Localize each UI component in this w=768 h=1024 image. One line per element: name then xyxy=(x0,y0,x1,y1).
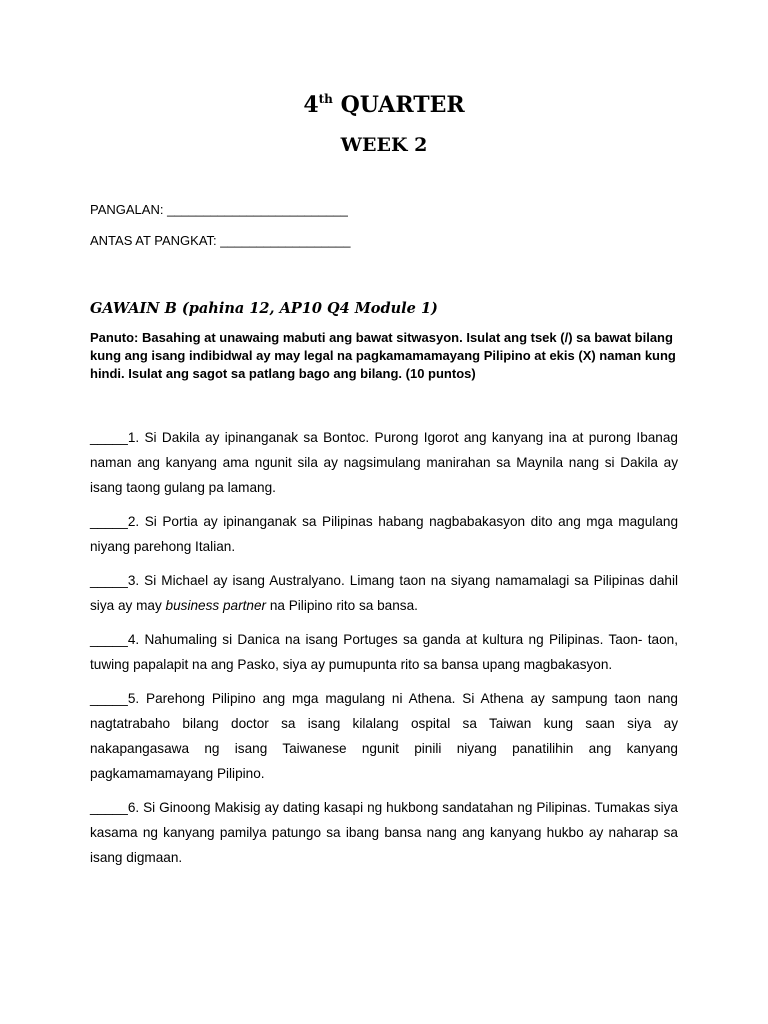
item-text: 2. Si Portia ay ipinanganak sa Pilipinas habang nagbabakasyon dito ang mga magulang niyang parehong Italian. xyxy=(90,514,678,554)
grade-section-label: ANTAS AT PANGKAT: xyxy=(90,233,221,248)
list-item xyxy=(90,509,678,559)
name-label: PANGALAN: xyxy=(90,202,168,217)
answer-blank[interactable]: _____ xyxy=(90,632,128,647)
grade-section-field xyxy=(90,233,350,248)
list-item xyxy=(90,627,678,677)
item-text: 6. Si Ginoong Makisig ay dating kasapi ng hukbong sandatahan ng Pilipinas. Tumakas siya kasama ng kanyang pamilya patungo sa ibang bansa nang ang kanyang hukbo ay naharap sa isang digmaan. xyxy=(90,800,678,865)
answer-blank[interactable]: _____ xyxy=(90,800,128,815)
item-text-end: na Pilipino rito sa bansa. xyxy=(266,598,418,613)
answer-blank[interactable]: _____ xyxy=(90,691,128,706)
list-item xyxy=(90,425,678,500)
item-list xyxy=(90,425,678,879)
name-blank[interactable]: _________________________ xyxy=(167,202,348,217)
quarter-label: QUARTER xyxy=(340,92,465,118)
quarter-number: 4 xyxy=(303,92,319,118)
grade-section-blank[interactable]: __________________ xyxy=(220,233,351,248)
item-text: 3. Si Michael ay isang Australyano. Limang taon na siyang namamalagi sa Pilipinas dahil siya ay may xyxy=(90,573,678,613)
answer-blank[interactable]: _____ xyxy=(90,514,128,529)
list-item xyxy=(90,568,678,618)
name-field xyxy=(90,202,348,217)
instructions: Panuto: Basahing at unawaing mabuti ang bawat sitwasyon. Isulat ang tsek (/) sa bawat bilang kung ang isang indibidwal ay may legal na pagkamamamayang Pilipino at ekis (X) naman kung hindi. Isulat ang sagot sa patlang bago ang bilang. (10 puntos) xyxy=(90,330,676,381)
item-text: 1. Si Dakila ay ipinanganak sa Bontoc. Purong Igorot ang kanyang ina at purong Ibanag naman ang kanyang ama ngunit sila ay nagsimulang manirahan sa Maynila nang si Dakila ay isang taong gulang pa lamang. xyxy=(90,430,678,495)
answer-blank[interactable]: _____ xyxy=(90,430,128,445)
item-text: 5. Parehong Pilipino ang mga magulang ni Athena. Si Athena ay sampung taon nang nagtatrabaho bilang doctor sa isang kilalang ospital sa Taiwan kung saan siya ay nakapangasawa ng isang Taiwanese ngunit pinili niyang panatilihin ang kanyang pagkamamamayang Pilipino. xyxy=(90,691,678,781)
activity-title: GAWAIN B (pahina 12, AP10 Q4 Module 1) xyxy=(90,300,438,317)
answer-blank[interactable]: _____ xyxy=(90,573,128,588)
quarter-suffix: th xyxy=(318,92,333,106)
item-text-italic: business partner xyxy=(165,598,267,613)
list-item xyxy=(90,795,678,870)
list-item xyxy=(90,686,678,786)
quarter-heading xyxy=(0,92,768,118)
item-text: 4. Nahumaling si Danica na isang Portuges sa ganda at kultura ng Pilipinas. Taon- taon, tuwing papalapit na ang Pasko, siya ay pumupunta rito sa bansa upang magbakasyon. xyxy=(90,632,678,672)
week-heading: WEEK 2 xyxy=(340,134,428,156)
